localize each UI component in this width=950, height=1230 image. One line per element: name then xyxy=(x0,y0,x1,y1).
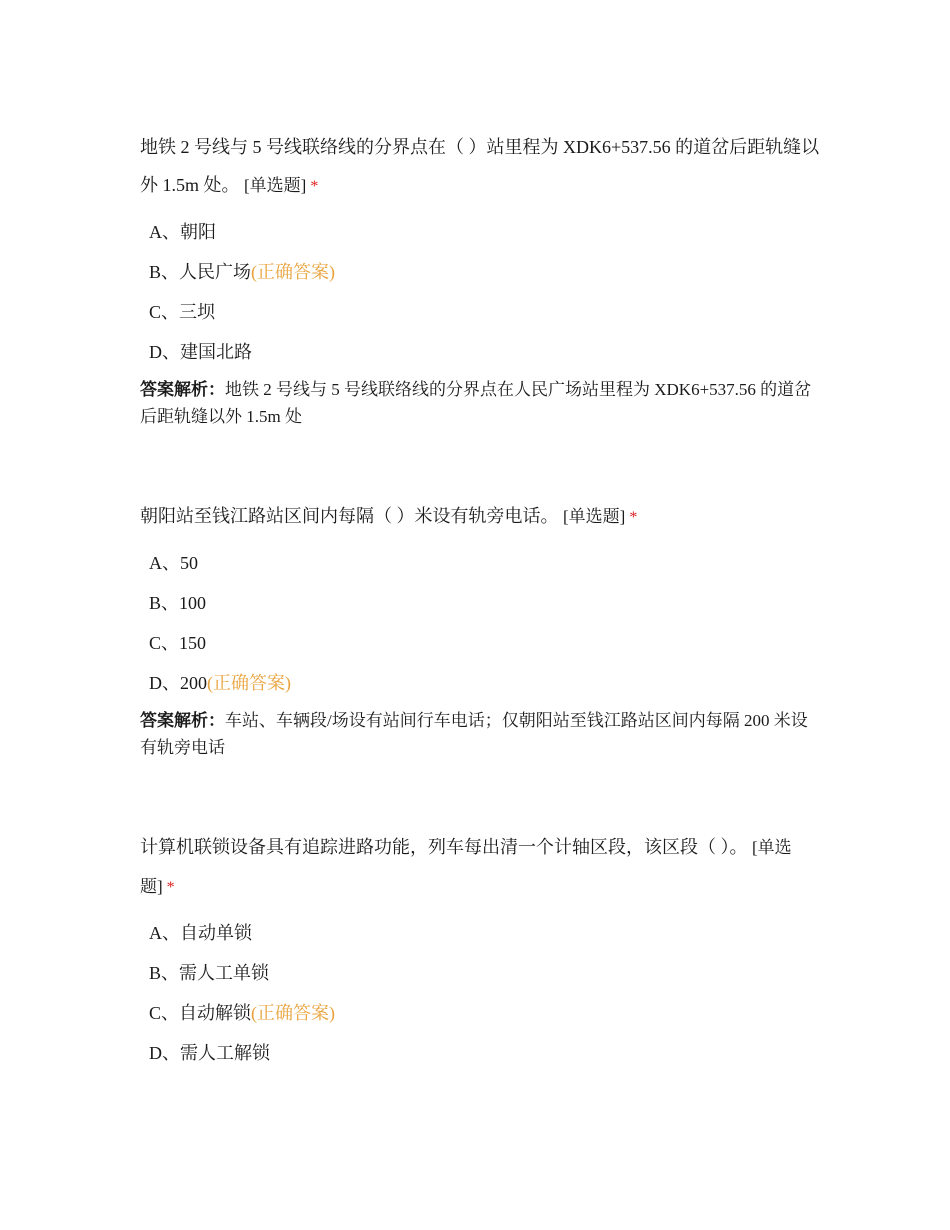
question-3-option-d[interactable] xyxy=(140,1033,820,1073)
correct-answer-tag: (正确答案) xyxy=(251,1003,336,1023)
option-label: D、建国北路 xyxy=(149,342,252,362)
question-2-options xyxy=(140,543,820,703)
question-1 xyxy=(140,128,820,430)
question-1-text xyxy=(140,128,820,206)
question-1-option-d[interactable] xyxy=(140,332,820,372)
option-label: B、需人工单锁 xyxy=(149,963,270,983)
question-1-option-c[interactable] xyxy=(140,292,820,332)
question-2-text xyxy=(140,497,820,537)
question-2-option-a[interactable] xyxy=(140,543,820,583)
required-mark: * xyxy=(166,879,175,896)
option-label: B、100 xyxy=(149,593,207,613)
question-1-type: [单选题] xyxy=(244,176,307,195)
question-2-type: [单选题] xyxy=(563,507,626,526)
option-label: D、需人工解锁 xyxy=(149,1043,270,1063)
question-2 xyxy=(140,497,820,761)
question-2-option-c[interactable] xyxy=(140,623,820,663)
correct-answer-tag: (正确答案) xyxy=(207,673,291,693)
option-label: C、150 xyxy=(149,633,207,653)
explanation-text: 地铁 2 号线与 5 号线联络线的分界点在人民广场站里程为 XDK6+537.56 的道岔后距轨缝以外 1.5m 处 xyxy=(140,380,812,426)
explanation-label: 答案解析： xyxy=(140,380,225,399)
question-1-options xyxy=(140,212,820,372)
option-label: A、自动单锁 xyxy=(149,923,252,943)
question-3 xyxy=(140,828,820,1073)
required-mark: * xyxy=(310,178,319,195)
question-3-option-b[interactable] xyxy=(140,953,820,993)
question-3-type: [单选题] xyxy=(140,838,792,896)
option-label: B、人民广场 xyxy=(149,262,252,282)
question-1-option-a[interactable] xyxy=(140,212,820,252)
question-2-option-b[interactable] xyxy=(140,583,820,623)
option-label: A、朝阳 xyxy=(149,222,216,242)
explanation-label: 答案解析： xyxy=(140,711,225,730)
question-2-option-d[interactable] xyxy=(140,663,820,703)
option-label: C、自动解锁 xyxy=(149,1003,252,1023)
question-3-options xyxy=(140,913,820,1073)
explanation-text: 车站、车辆段/场设有站间行车电话；仅朝阳站至钱江路站区间内每隔 200 米设有轨旁电话 xyxy=(140,711,808,757)
option-label: C、三坝 xyxy=(149,302,216,322)
question-1-explanation xyxy=(140,376,820,430)
question-2-stem: 朝阳站至钱江路站区间内每隔（ ）米设有轨旁电话。 xyxy=(140,506,559,526)
question-1-stem: 地铁 2 号线与 5 号线联络线的分界点在（ ）站里程为 XDK6+537.56 的道岔后距轨缝以外 1.5m 处。 xyxy=(140,137,820,195)
question-3-stem: 计算机联锁设备具有追踪进路功能，列车每出清一个计轴区段，该区段（ ）。 xyxy=(140,837,748,857)
required-mark: * xyxy=(629,509,638,526)
question-3-option-c[interactable] xyxy=(140,993,820,1033)
question-2-explanation xyxy=(140,707,820,761)
question-1-option-b[interactable] xyxy=(140,252,820,292)
question-3-option-a[interactable] xyxy=(140,913,820,953)
option-label: D、200 xyxy=(149,673,207,693)
option-label: A、50 xyxy=(149,553,198,573)
correct-answer-tag: (正确答案) xyxy=(251,262,336,282)
question-3-text xyxy=(140,828,820,907)
